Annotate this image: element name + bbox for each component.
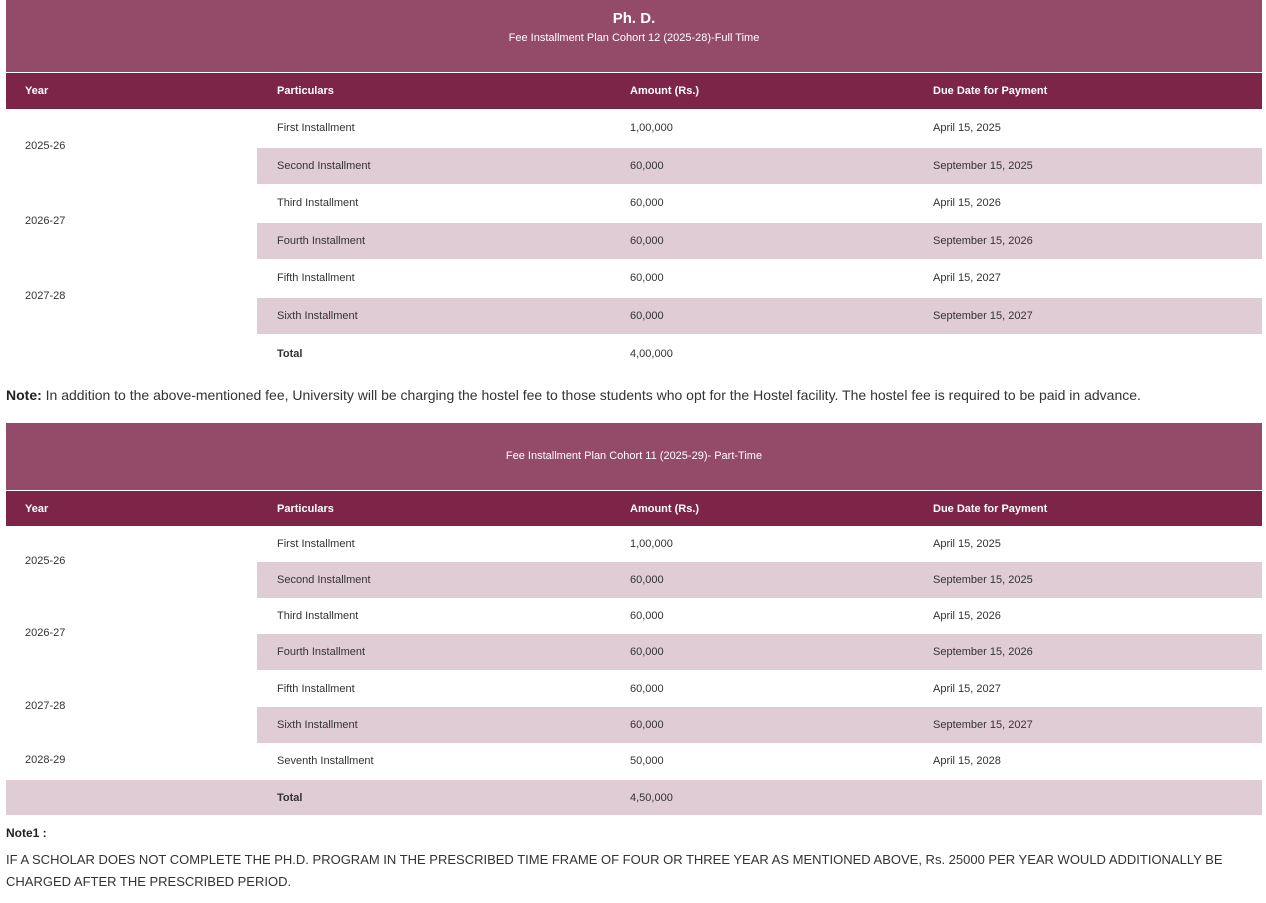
particular-cell: Fifth Installment [277, 272, 355, 284]
particular-cell: First Installment [277, 538, 355, 550]
header-due-date: Due Date for Payment [933, 85, 1048, 97]
hostel-fee-note [6, 387, 1141, 403]
due-date-cell: April 15, 2028 [933, 755, 1001, 767]
amount-cell: 60,000 [630, 719, 664, 731]
particular-cell: First Installment [277, 122, 355, 134]
due-date-cell: April 15, 2026 [933, 610, 1001, 622]
table2-subtitle: Fee Installment Plan Cohort 11 (2025-29)- Part-Time [505, 450, 763, 462]
particular-cell: Second Installment [277, 160, 371, 172]
total-label: Total [277, 792, 303, 804]
table2-header-row [6, 491, 1262, 526]
particular-cell: Third Installment [277, 610, 359, 622]
amount-cell: 60,000 [630, 610, 664, 622]
particular-cell: Third Installment [277, 197, 359, 209]
table-row [257, 562, 1262, 598]
total-amount: 4,00,000 [630, 348, 673, 360]
header-amount: Amount (Rs.) [630, 85, 700, 97]
year-cell: 2025-26 [25, 555, 66, 567]
header-particulars: Particulars [277, 503, 334, 515]
table-row [257, 634, 1262, 670]
due-date-cell: April 15, 2027 [933, 272, 1001, 284]
table1-header-row [6, 73, 1262, 109]
table-row [257, 223, 1262, 259]
due-date-cell: September 15, 2026 [933, 646, 1033, 658]
amount-cell: 60,000 [630, 310, 664, 322]
table1-caption [6, 0, 1262, 72]
particular-cell: Second Installment [277, 574, 371, 586]
amount-cell: 60,000 [630, 272, 664, 284]
header-year: Year [25, 85, 49, 97]
note1-title: Note1 : [6, 826, 47, 840]
due-date-cell: April 15, 2027 [933, 683, 1001, 695]
table-row [257, 185, 1262, 221]
particular-cell: Sixth Installment [277, 719, 358, 731]
table-row [257, 260, 1262, 296]
total-amount: 4,50,000 [630, 792, 673, 804]
particular-cell: Sixth Installment [277, 310, 358, 322]
amount-cell: 60,000 [630, 160, 664, 172]
particular-cell: Fifth Installment [277, 683, 355, 695]
table-row [257, 110, 1262, 146]
amount-cell: 60,000 [630, 574, 664, 586]
note-label: Note: [6, 387, 42, 403]
amount-cell: 60,000 [630, 683, 664, 695]
due-date-cell: September 15, 2027 [933, 719, 1033, 731]
header-particulars: Particulars [277, 85, 334, 97]
year-cell: 2025-26 [25, 140, 66, 152]
particular-cell: Fourth Installment [277, 646, 366, 658]
header-amount: Amount (Rs.) [630, 503, 700, 515]
note-text: In addition to the above-mentioned fee, University will be charging the hostel fee to those students who opt for the Hostel facility. The hostel fee is required to be paid in advance. [41, 387, 1141, 403]
particular-cell: Seventh Installment [277, 755, 374, 767]
amount-cell: 1,00,000 [630, 122, 673, 134]
due-date-cell: September 15, 2027 [933, 310, 1033, 322]
due-date-cell: April 15, 2026 [933, 197, 1001, 209]
year-cell: 2026-27 [25, 215, 66, 227]
table1-subtitle: Fee Installment Plan Cohort 12 (2025-28)-Full Time [508, 32, 760, 44]
amount-cell: 60,000 [630, 235, 664, 247]
total-row [257, 336, 1262, 372]
due-date-cell: September 15, 2025 [933, 574, 1033, 586]
due-date-cell: April 15, 2025 [933, 538, 1001, 550]
particular-cell: Fourth Installment [277, 235, 366, 247]
due-date-cell: April 15, 2025 [933, 122, 1001, 134]
due-date-cell: September 15, 2025 [933, 160, 1033, 172]
table-row [257, 671, 1262, 707]
amount-cell: 60,000 [630, 646, 664, 658]
note1-text: IF A SCHOLAR DOES NOT COMPLETE THE PH.D. PROGRAM IN THE PRESCRIBED TIME FRAME OF FOUR OR THREE YEAR AS MENTIONED ABOVE, Rs. 25000 PER YEAR WOULD ADDITIONALLY BE CHARGED AFTER THE PRESCRIBED PERIOD. [6, 852, 1223, 889]
amount-cell: 60,000 [630, 197, 664, 209]
table-row [257, 707, 1262, 743]
header-year: Year [25, 503, 49, 515]
table2-caption [6, 423, 1262, 490]
table-row [257, 743, 1262, 779]
total-row [6, 780, 1262, 815]
year-cell: 2028-29 [25, 754, 66, 766]
table-row [257, 148, 1262, 184]
table-row [257, 598, 1262, 634]
program-title: Ph. D. [612, 10, 656, 27]
total-label: Total [277, 348, 303, 360]
year-cell: 2027-28 [25, 700, 66, 712]
table-row [257, 298, 1262, 334]
year-cell: 2026-27 [25, 627, 66, 639]
due-date-cell: September 15, 2026 [933, 235, 1033, 247]
header-due-date: Due Date for Payment [933, 503, 1048, 515]
table-row [257, 526, 1262, 562]
amount-cell: 1,00,000 [630, 538, 673, 550]
amount-cell: 50,000 [630, 755, 664, 767]
year-cell: 2027-28 [25, 290, 66, 302]
